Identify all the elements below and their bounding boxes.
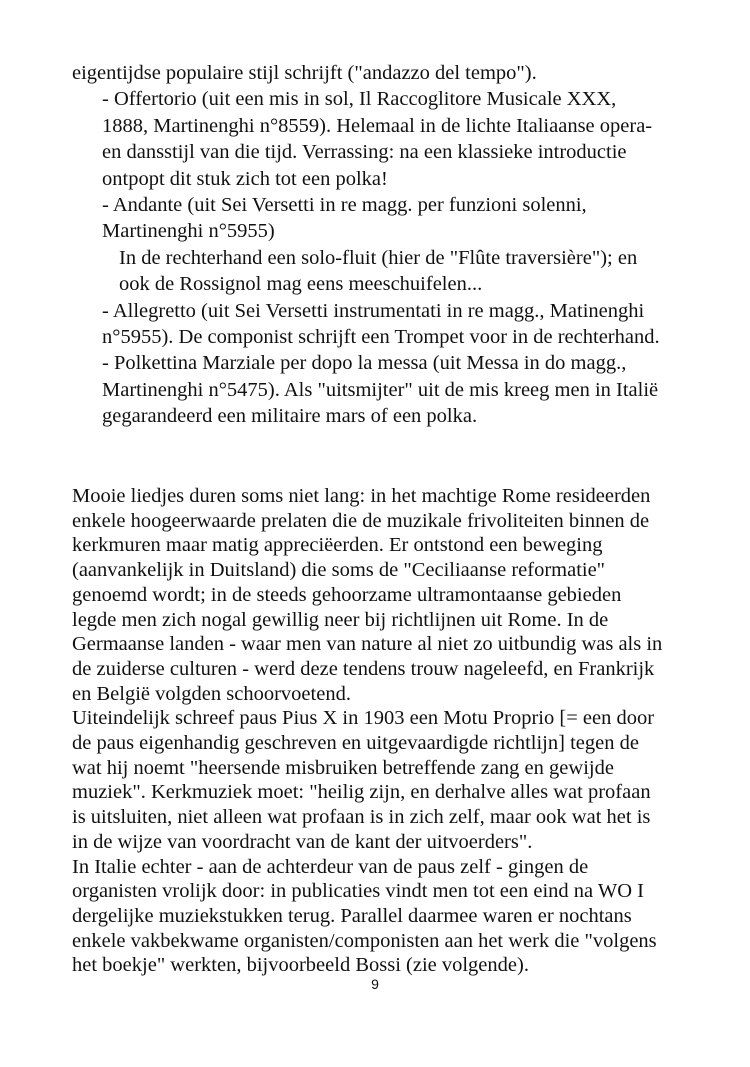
text-line: en België volgden schoorvoetend. — [72, 682, 351, 705]
text-line: ontpopt dit stuk zich tot een polka! — [102, 167, 388, 190]
text-line: Mooie liedjes duren soms niet lang: in het machtige Rome resideerden — [72, 485, 651, 507]
text-line: de paus eigenhandig geschreven en uitgevaardigde richtlijn] tegen de — [72, 732, 639, 754]
text-line: ook de Rossignol mag eens meeschuifelen... — [119, 273, 483, 296]
text-line: muziek". Kerkmuziek moet: "heilig zijn, en derhalve alles wat profaan — [72, 781, 651, 804]
text-line: kerkmuren maar matig appreciëerden. Er ontstond een beweging — [72, 534, 603, 557]
text-line: genoemd wordt; in de steeds gehoorzame ultramontaanse gebieden — [72, 583, 622, 606]
text-line: n°5955). De componist schrijft een Trompet voor in de rechterhand. — [102, 326, 660, 348]
text-line: enkele hoogeerwaarde prelaten die de muzikale frivoliteiten binnen de — [72, 509, 650, 532]
page-number: 9 — [371, 976, 379, 992]
text-line: dergelijke muziekstukken terug. Parallel daarmee waren er nochtans — [72, 904, 632, 927]
text-line: 1888, Martinenghi n°8559). Helemaal in de lichte Italiaanse opera- — [102, 114, 653, 137]
text-line: eigentijdse populaire stijl schrijft ("andazzo del tempo"). — [72, 62, 537, 84]
text-line: Martinenghi n°5475). Als "uitsmijter" uit de mis kreeg men in Italië — [102, 378, 659, 401]
list-item-polkettina: - Polkettina Marziale per dopo la messa (uit Messa in do magg., — [102, 352, 627, 375]
text-line: Germaanse landen - waar men van nature al niet zo uitbundig was als in — [72, 633, 663, 656]
text-line: In Italie echter - aan de achterdeur van de paus zelf - gingen de — [72, 855, 589, 878]
text-line: Martinenghi n°5955) — [102, 220, 275, 243]
text-line: het boekje" werkten, bijvoorbeeld Bossi (zie volgende). — [72, 954, 529, 977]
text-line: organisten vrolijk door: in publicaties vindt men tot een eind na WO I — [72, 880, 644, 903]
text-line: (aanvankelijk in Duitsland) die soms de "Ceciliaanse reformatie" — [72, 559, 606, 582]
text-line: wat hij noemt "heersende misbruiken betreffende zang en gewijde — [72, 756, 614, 779]
text-line: de zuiderse culturen - werd deze tendens trouw nageleefd, en Frankrijk — [72, 657, 655, 680]
list-item-allegretto: - Allegretto (uit Sei Versetti instrumentati in re magg., Matinenghi — [102, 299, 645, 322]
text-line: en dansstijl van die tijd. Verrassing: na een klassieke introductie — [102, 141, 627, 164]
list-item-offertorio: - Offertorio (uit een mis in sol, Il Raccoglitore Musicale XXX, — [102, 88, 617, 111]
text-line: in de wijze van voordracht van de kant der uitvoerders". — [72, 830, 533, 853]
text-line: legde men zich nogal gewillig neer bij richtlijnen uit Rome. In de — [72, 608, 609, 631]
text-line: In de rechterhand een solo-fluit (hier de "Flûte traversière"); en — [119, 246, 638, 269]
text-line: gegarandeerd een militaire mars of een polka. — [102, 405, 478, 428]
text-line: Uiteindelijk schreef paus Pius X in 1903 een Motu Proprio [= een door — [72, 707, 655, 730]
text-line: is uitsluiten, niet alleen wat profaan is in zich zelf, maar ook wat het is — [72, 806, 651, 829]
list-item-andante: - Andante (uit Sei Versetti in re magg. per funzioni solenni, — [102, 194, 587, 216]
text-line: enkele vakbekwame organisten/componisten aan het werk die "volgens — [72, 929, 657, 952]
